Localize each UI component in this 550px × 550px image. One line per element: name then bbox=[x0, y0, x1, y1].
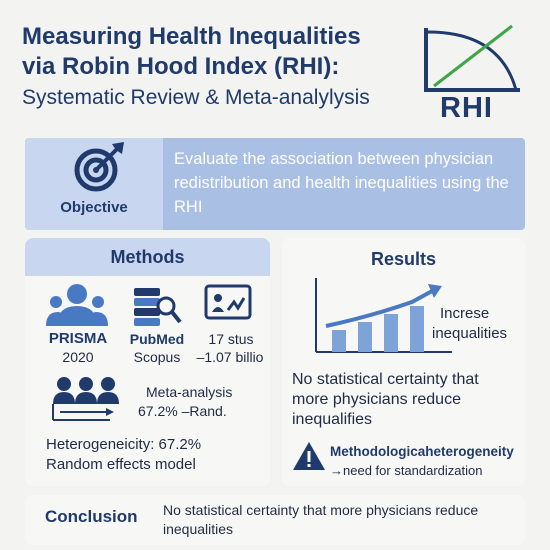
rhi-logo-icon bbox=[420, 20, 530, 100]
studies-population: –1.07 billio bbox=[196, 349, 264, 365]
warning-line1: Methodologicaheterogeneity bbox=[330, 444, 514, 459]
model-text: Random effects model bbox=[46, 456, 196, 473]
methods-title: Methods bbox=[110, 247, 185, 267]
study-screen-icon bbox=[204, 284, 252, 324]
finding-line3: inequalifies bbox=[292, 411, 373, 428]
warning-line2: →need for standardization bbox=[330, 463, 483, 478]
heterogeneity-text: Heterogeneicity: 67.2% bbox=[46, 436, 202, 453]
meta-analysis-icon bbox=[50, 374, 130, 422]
conclusion-text: No statistical certainty that more physicians reduce inequalities bbox=[163, 502, 479, 537]
logo-text: RHI bbox=[440, 92, 493, 124]
studies-count: 17 stus bbox=[208, 331, 254, 347]
target-icon bbox=[72, 140, 128, 196]
finding-line1: No statistical certainty that bbox=[292, 371, 479, 388]
title-line1: Measuring Health Inequalities bbox=[22, 23, 361, 50]
title-line2: via Robin Hood Index (RHI): bbox=[22, 53, 340, 80]
prisma-year: 2020 bbox=[62, 349, 94, 365]
meta-analysis-value: 67.2% –Rand. bbox=[138, 403, 227, 419]
conclusion-title: Conclusion bbox=[45, 507, 138, 526]
chart-label-increase: Increse bbox=[440, 305, 490, 322]
chart-label-inequalities: inequalities bbox=[432, 325, 508, 342]
db-label-scopus: Scopus bbox=[133, 349, 181, 365]
objective-text: Evaluate the association between physician redistribution and health inequalities using the RHI bbox=[174, 150, 509, 216]
db-label-pubmed: PubMed bbox=[129, 331, 185, 347]
warning-icon bbox=[292, 440, 326, 472]
people-group-icon bbox=[46, 282, 108, 326]
subtitle: Systematic Review & Meta-analylysis bbox=[22, 86, 370, 109]
objective-label: Objective bbox=[60, 199, 128, 216]
finding-line2: more physicians reduce bbox=[292, 391, 461, 408]
prisma-label: PRISMA bbox=[48, 330, 108, 347]
meta-analysis-label: Meta-analysis bbox=[146, 384, 233, 400]
database-search-icon bbox=[132, 284, 182, 326]
results-title: Results bbox=[370, 249, 437, 269]
